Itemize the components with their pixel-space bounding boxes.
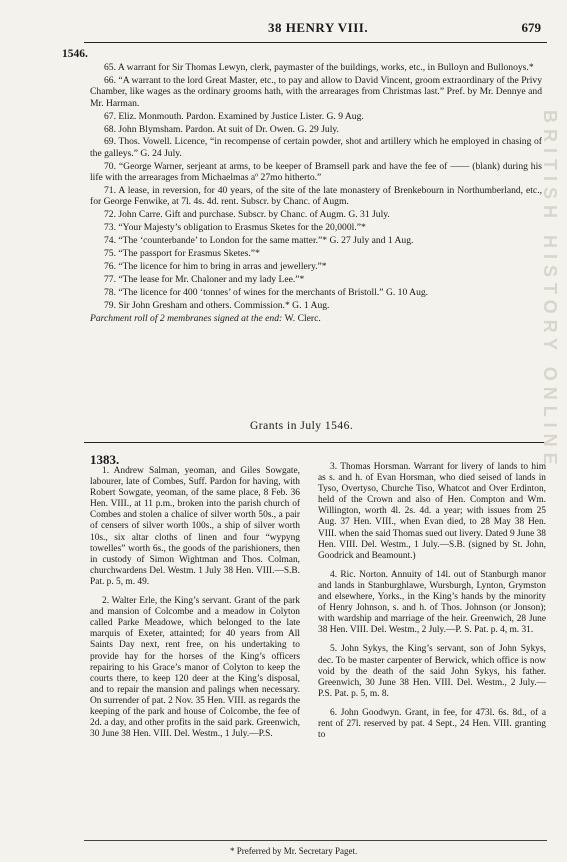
grant-entry: 6. John Goodwyn. Grant, in fee, for 473l. 6s. 8d., of a rent of 27l. reserved by pat. 4 Sept., 24 Hen. VIII. granting to — [318, 707, 546, 741]
entry: 74. “The ‘counterbande’ to London for the same matter.”* G. 27 July and 1 Aug. — [104, 235, 414, 247]
grant-entry: 1. Andrew Salman, yeoman, and Giles Sowgate, labourer, late of Combes, Suff. Pardon for having, with Robert Sowgate, yeoman, of the same place, 8 Feb. 36 Hen. VIII., at 11 p.m., broken into the parish church of Combes and stolen a chalice of silver worth 50s., a pair of censers of silver worth 100s., a ship of silver worth 10s., six altar cloths of linen and four “wypyng towelles” worth 6s., the goods of the parishioners, then in custody of Simon Wightman and Thos. Colman, churchwardens Del. Westm. 1 July 38 Hen. VIII.—S.B. Pat. p. 5, m. 49. — [90, 466, 300, 587]
year-label: 1546. — [62, 48, 88, 60]
running-title: 38 HENRY VIII. — [268, 20, 369, 35]
entry: 75. “The passport for Erasmus Sketes.”* — [104, 248, 260, 260]
grants-section-title: Grants in July 1546. — [250, 420, 354, 432]
grants-entry-number: 1383. — [90, 452, 120, 467]
entry: 68. John Blymsham. Pardon. At suit of Dr. Owen. G. 29 July. — [104, 123, 339, 135]
entry: 65. A warrant for Sir Thomas Lewyn, clerk, paymaster of the buildings, works, etc., in Bulloyn and Bullonoys.* — [104, 62, 534, 73]
page-number: 679 — [521, 20, 541, 35]
grants-rule — [84, 442, 547, 443]
top-entries — [90, 62, 542, 326]
entry: 66. “A warrant to the lord Great Master, etc., to pay and allow to David Vincent, groom extraordinary of the Privy Chamber, like wages as the ordinary grooms hath, with the arrearages from Christmas last.” Pref. by Mr. Dennye and Mr. Harman. — [90, 74, 542, 109]
grant-entry: 5. John Sykys, the King’s servant, son of John Sykys, dec. To be master carpenter of Berwick, which office is now void by the death of the said John Sykys, his father. Greenwich, 30 June 38 Hen. VIII. Del. Westm., 2 July.—P.S. Pat. p. 5, m. 8. — [318, 644, 546, 699]
header-rule — [84, 42, 547, 43]
footnote-rule — [84, 840, 547, 841]
parchment-note-text: Parchment roll of 2 membranes signed at the end: — [90, 312, 283, 324]
watermark: BRITISH HISTORY ONLINE — [540, 110, 560, 471]
entry: 72. John Carre. Gift and purchase. Subscr. by Chanc. of Augm. G. 31 July. — [104, 209, 390, 221]
footnote: * Preferred by Mr. Secretary Paget. — [230, 846, 358, 856]
left-column — [90, 466, 300, 748]
entry: 71. A lease, in reversion, for 40 years, of the site of the late monastery of Brenkebourn in Northumberland, etc., for George Fenwike, at 7l. 4s. 4d. rent. Subscr. by Chanc. of Augm. — [90, 185, 542, 208]
grant-entry: 3. Thomas Horsman. Warrant for livery of lands to him as s. and h. of Evan Horsman, who died seised of lands in Tyso, Overtyso, Churche Tiso, Whatcot and Over Erdinton, held of the Crown and also of Hen. Compton and Wm. Willington, worth 4l. 2s. 4d. a year; with issues from 25 Aug. 37 Hen. VIII., when Evan died, to 28 May 38 Hen. VIII. when the said Thomas sued out livery. Dated 9 June 38 Hen. VIII. Del. Westm., 1 July.—S.B. (signed by St. John, Goodrick and Beamount.) — [318, 462, 546, 561]
right-column — [318, 462, 546, 749]
entry: 76. “The licence for him to bring in arras and jewellery.”* — [104, 261, 327, 272]
running-header — [84, 18, 547, 42]
entry: 69. Thos. Vowell. Licence, “in recompense of certain powder, shot and artillery which he employed in chasing of the galleys.” G. 24 July. — [90, 136, 542, 159]
entry: 70. “George Warner, serjeant at arms, to be keeper of Bramsell park and have the fee of —— (blank) during his life with the arrearages from Michaelmas aº 27mo hitherto.” — [90, 160, 542, 184]
entry: 67. Eliz. Monmouth. Pardon. Examined by Justice Lister. G. 9 Aug. — [104, 110, 364, 122]
grant-entry: 2. Walter Erle, the King’s servant. Grant of the park and mansion of Colcombe and a meadow in Colyton called Parke Meadowe, which belonged to the late marquis of Exeter, attainted; for 40 years from All Saints Day next, rent free, on his undertaking to provide hay for the horses of the King’s officers repairing to his Grace’s manor of Colyton to keep the courts there, to keep 120 deer at the King’s disposal, and to repair the mansion and palings when necessary. On surrender of pat. 2 Nov. 35 Hen. VIII. as regards the keeping of the park and house of Colcombe, the fee of 2d. a day, and other profits in the said park. Greenwich, 30 June 38 Hen. VIII. Del. Westm., 1 July.—P.S. — [90, 596, 300, 740]
parchment-note — [90, 313, 542, 324]
entry: 77. “The lease for Mr. Chaloner and my lady Lee.”* — [104, 273, 305, 285]
parchment-signature: W. Clerc. — [284, 312, 321, 324]
entry: 73. “Your Majesty’s obligation to Erasmus Sketes for the 20,000l.”* — [104, 222, 366, 234]
entry: 78. “The licence for 400 ‘tonnes’ of wines for the merchants of Bristoll.” G. 10 Aug. — [104, 286, 429, 298]
entry: 79. Sir John Gresham and others. Commission.* G. 1 Aug. — [104, 299, 330, 311]
grant-entry: 4. Ric. Norton. Annuity of 14l. out of Stanburgh manor and lands in Stanburghlawe, Wursburgh, Lynton, Grymston and elsewhere, Yorks., in the King’s hands by the minority of Henry Johnson, s. and h. of Thos. Johnson (or Jonson); with wardship and marriage of the heir. Greenwich, 28 June 38 Hen. VIII. Del. Westm., 2 July.—P. S. Pat. p. 4, m. 31. — [318, 569, 546, 636]
